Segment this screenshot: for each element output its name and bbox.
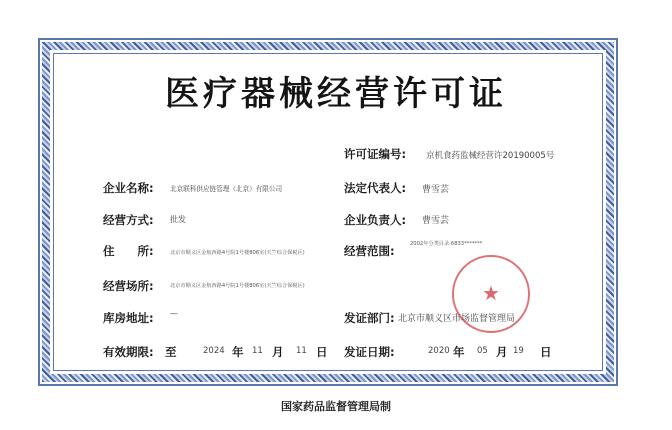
issue-date-label: 发证日期:	[344, 345, 395, 359]
issuer-label: 发证部门:	[344, 311, 395, 325]
footer-issuer: 国家药品监督管理局制	[281, 400, 391, 413]
validity-label: 有效期限:	[103, 345, 154, 359]
validity-day-unit: 日	[316, 345, 328, 359]
issue-day-unit: 日	[540, 345, 552, 359]
address-value: 北京市顺义区金航西路4号院1号楼806室(天竺综合保税区)	[170, 250, 305, 256]
warehouse-label: 库房地址:	[103, 311, 154, 325]
premises-label: 经营场所:	[103, 279, 154, 293]
validity-year: 2024	[203, 346, 225, 356]
warehouse-value: —	[170, 309, 178, 318]
issue-year: 2020	[428, 346, 450, 356]
license-no-value: 京机食药监械经营许20190005号	[426, 151, 555, 161]
validity-day: 11	[296, 346, 307, 356]
star-icon: ★	[482, 281, 500, 305]
issue-year-unit: 年	[453, 345, 465, 359]
validity-month-unit: 月	[272, 345, 284, 359]
license-no-label: 许可证编号:	[344, 147, 407, 161]
validity-month: 11	[252, 346, 263, 356]
person-value: 曹雪芸	[422, 216, 450, 226]
person-label: 企业负责人:	[344, 213, 407, 227]
issuer-value: 北京市顺义区市场监督管理局	[398, 314, 516, 324]
company-value: 北京联科供应链管理（北京）有限公司	[170, 185, 283, 193]
mode-label: 经营方式:	[103, 213, 154, 227]
issue-month: 05	[477, 346, 488, 356]
premises-value: 北京市顺义区金航西路4号院1号楼806室(天竺综合保税区)	[170, 283, 305, 289]
issue-month-unit: 月	[496, 345, 508, 359]
company-label: 企业名称:	[103, 181, 154, 195]
issue-day: 19	[513, 346, 524, 356]
scope-label: 经营范围:	[344, 244, 395, 258]
mode-value: 批发	[170, 215, 186, 224]
legal-rep-label: 法定代表人:	[344, 181, 407, 195]
legal-rep-value: 曹雪芸	[422, 185, 450, 195]
certificate-title: 医疗器械经营许可证	[165, 74, 507, 114]
validity-to: 至	[165, 345, 177, 359]
validity-year-unit: 年	[232, 345, 244, 359]
address-label: 住 所:	[103, 244, 154, 258]
scope-value: 2002年分类目录:6833*******	[410, 241, 483, 247]
